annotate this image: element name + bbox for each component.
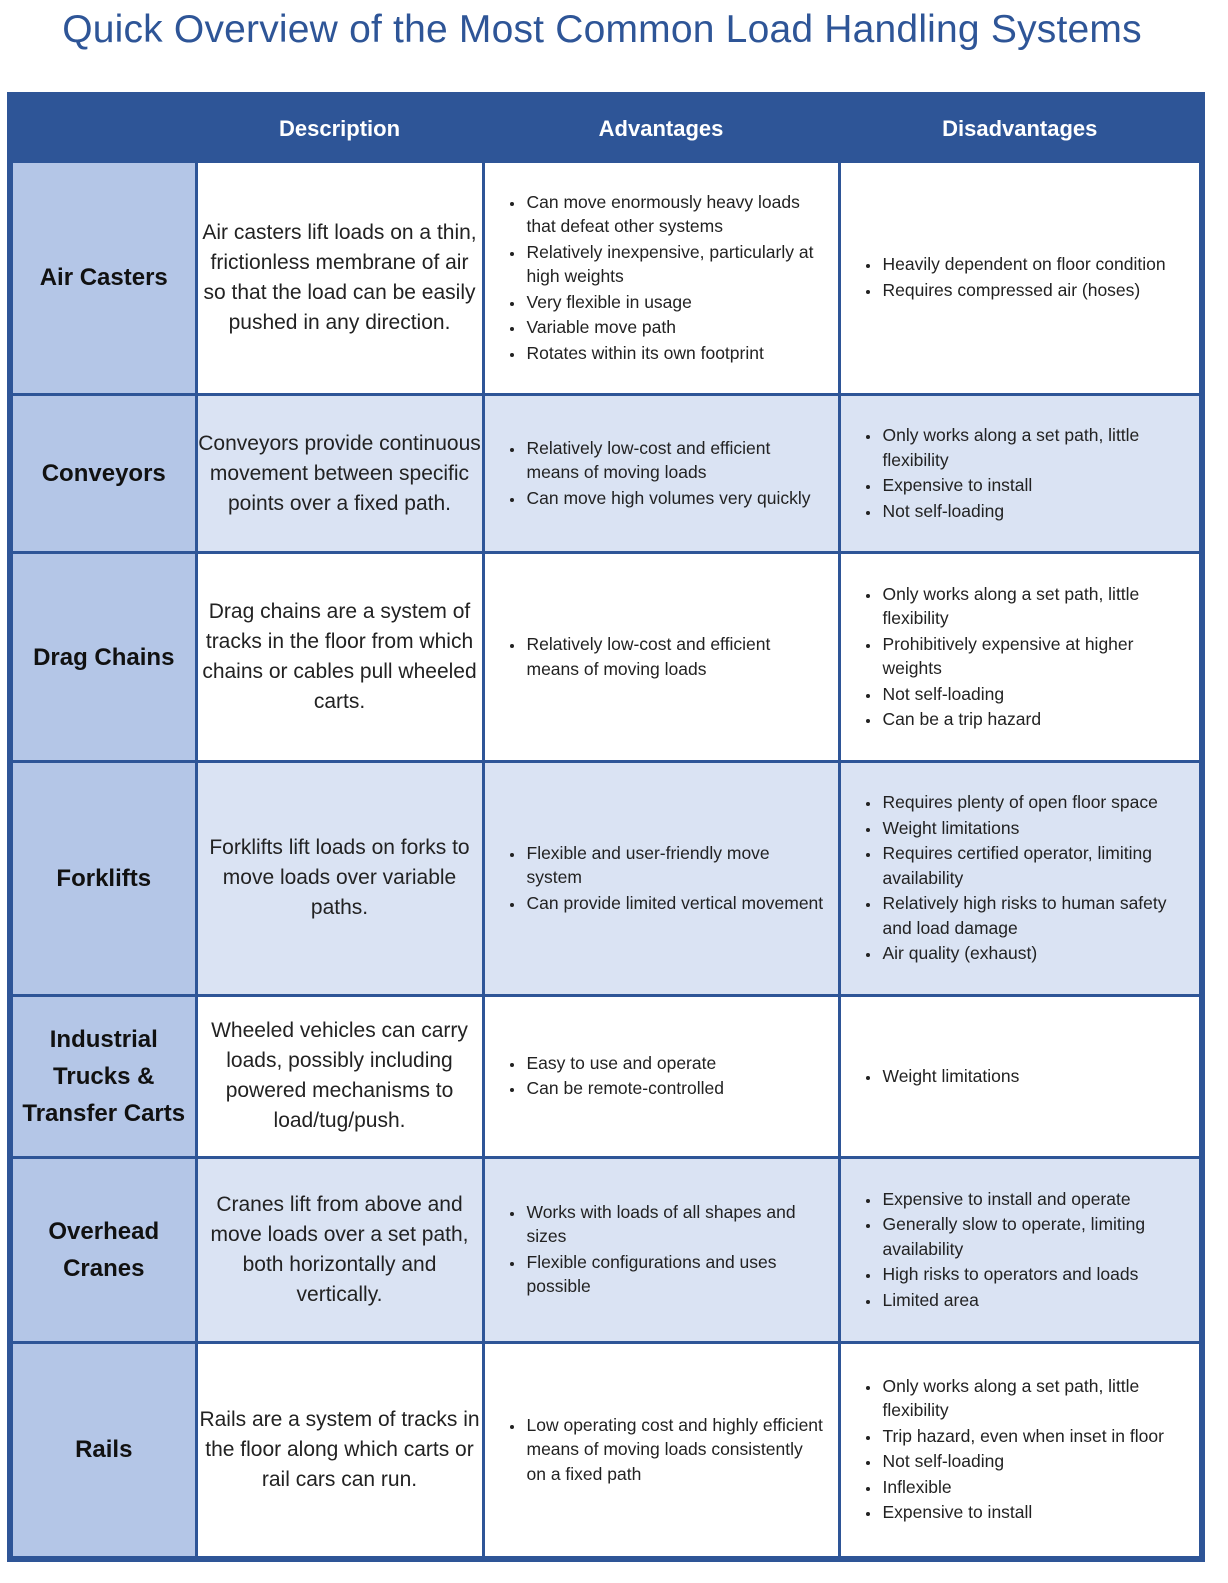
comparison-table [13,98,1199,1556]
disadvantage-item: • Limited area [881,1288,1188,1313]
advantages-cell [483,995,839,1158]
system-description: Drag chains are a system of tracks in the floor from which chains or cables pull wheeled carts. [196,553,483,762]
system-description: Rails are a system of tracks in the floor along which carts or rail cars can run. [196,1342,483,1556]
disadvantages-list [841,252,1200,302]
system-name: Rails [13,1342,196,1556]
disadvantage-item: • Relatively high risks to human safety and load damage [881,891,1188,940]
system-name: Forklifts [13,761,196,995]
disadvantage-item: • Weight limitations [881,1064,1188,1089]
header-description: Description [196,98,483,162]
table-row [13,394,1199,553]
advantage-item: • Works with loads of all shapes and sizes [525,1200,826,1249]
advantages-cell [483,761,839,995]
disadvantage-item: • Only works along a set path, little flexibility [881,582,1188,631]
disadvantage-item: • Inflexible [881,1475,1188,1500]
header-corner [13,98,196,162]
comparison-table-frame [7,92,1205,1562]
advantage-item: • Rotates within its own footprint [525,341,826,366]
system-name: Drag Chains [13,553,196,762]
header-advantages: Advantages [483,98,839,162]
disadvantages-list [841,1064,1200,1089]
advantage-item: • Easy to use and operate [525,1051,826,1076]
system-name: Conveyors [13,394,196,553]
disadvantages-cell [839,553,1199,762]
disadvantages-cell [839,1342,1199,1556]
system-description: Conveyors provide continuous movement between specific points over a fixed path. [196,394,483,553]
advantage-item: • Flexible configurations and uses possible [525,1250,826,1299]
disadvantages-list [841,790,1200,966]
advantages-cell [483,1342,839,1556]
disadvantage-item: • Can be a trip hazard [881,707,1188,732]
header-row [13,98,1199,162]
system-name: Industrial Trucks & Transfer Carts [13,995,196,1158]
advantage-item: • Relatively low-cost and efficient means of moving loads [525,632,826,681]
disadvantage-item: • Requires certified operator, limiting availability [881,841,1188,890]
disadvantages-cell [839,1158,1199,1343]
advantage-item: • Relatively low-cost and efficient means of moving loads [525,436,826,485]
advantages-cell [483,1158,839,1343]
page-title: Quick Overview of the Most Common Load Handling Systems [62,8,1142,51]
disadvantage-item: • Prohibitively expensive at higher weights [881,632,1188,681]
disadvantages-list [841,1374,1200,1525]
advantages-list [485,436,838,511]
disadvantage-item: • Weight limitations [881,816,1188,841]
disadvantage-item: • Not self-loading [881,1449,1188,1474]
advantages-cell [483,394,839,553]
disadvantage-item: • Expensive to install and operate [881,1187,1188,1212]
disadvantage-item: • Requires plenty of open floor space [881,790,1188,815]
advantage-item: • Can be remote-controlled [525,1076,826,1101]
disadvantage-item: • Not self-loading [881,682,1188,707]
advantage-item: • Variable move path [525,315,826,340]
advantages-list [485,632,838,681]
table-row [13,1342,1199,1556]
advantage-item: • Can move enormously heavy loads that defeat other systems [525,190,826,239]
disadvantage-item: • Expensive to install [881,1500,1188,1525]
system-name: Overhead Cranes [13,1158,196,1343]
advantages-list [485,841,838,916]
advantage-item: • Relatively inexpensive, particularly at high weights [525,240,826,289]
advantage-item: • Can move high volumes very quickly [525,486,826,511]
disadvantage-item: • Expensive to install [881,473,1188,498]
disadvantages-cell [839,761,1199,995]
advantages-list [485,190,838,366]
disadvantage-item: • High risks to operators and loads [881,1262,1188,1287]
header-disadvantages: Disadvantages [839,98,1199,162]
disadvantage-item: • Only works along a set path, little flexibility [881,423,1188,472]
table-row [13,162,1199,395]
disadvantage-item: • Air quality (exhaust) [881,941,1188,966]
table-row [13,995,1199,1158]
disadvantages-list [841,1187,1200,1313]
disadvantages-cell [839,394,1199,553]
disadvantage-item: • Generally slow to operate, limiting availability [881,1212,1188,1261]
advantage-item: • Flexible and user-friendly move system [525,841,826,890]
advantages-list [485,1051,838,1101]
disadvantage-item: • Requires compressed air (hoses) [881,278,1188,303]
system-description: Wheeled vehicles can carry loads, possibly including powered mechanisms to load/tug/push. [196,995,483,1158]
disadvantages-cell [839,162,1199,395]
system-description: Cranes lift from above and move loads over a set path, both horizontally and vertically. [196,1158,483,1343]
disadvantages-list [841,582,1200,732]
disadvantage-item: • Heavily dependent on floor condition [881,252,1188,277]
disadvantages-cell [839,995,1199,1158]
table-row [13,761,1199,995]
table-body [13,162,1199,1557]
system-description: Forklifts lift loads on forks to move loads over variable paths. [196,761,483,995]
table-row [13,553,1199,762]
disadvantages-list [841,423,1200,523]
system-name: Air Casters [13,162,196,395]
system-description: Air casters lift loads on a thin, frictionless membrane of air so that the load can be easily pushed in any direction. [196,162,483,395]
advantage-item: • Can provide limited vertical movement [525,891,826,916]
disadvantage-item: • Only works along a set path, little flexibility [881,1374,1188,1423]
table-row [13,1158,1199,1343]
advantages-cell [483,162,839,395]
advantage-item: • Low operating cost and highly efficient means of moving loads consistently on a fixed path [525,1413,826,1487]
advantage-item: • Very flexible in usage [525,290,826,315]
advantages-list [485,1413,838,1487]
advantages-cell [483,553,839,762]
disadvantage-item: • Not self-loading [881,499,1188,524]
disadvantage-item: • Trip hazard, even when inset in floor [881,1424,1188,1449]
advantages-list [485,1200,838,1299]
